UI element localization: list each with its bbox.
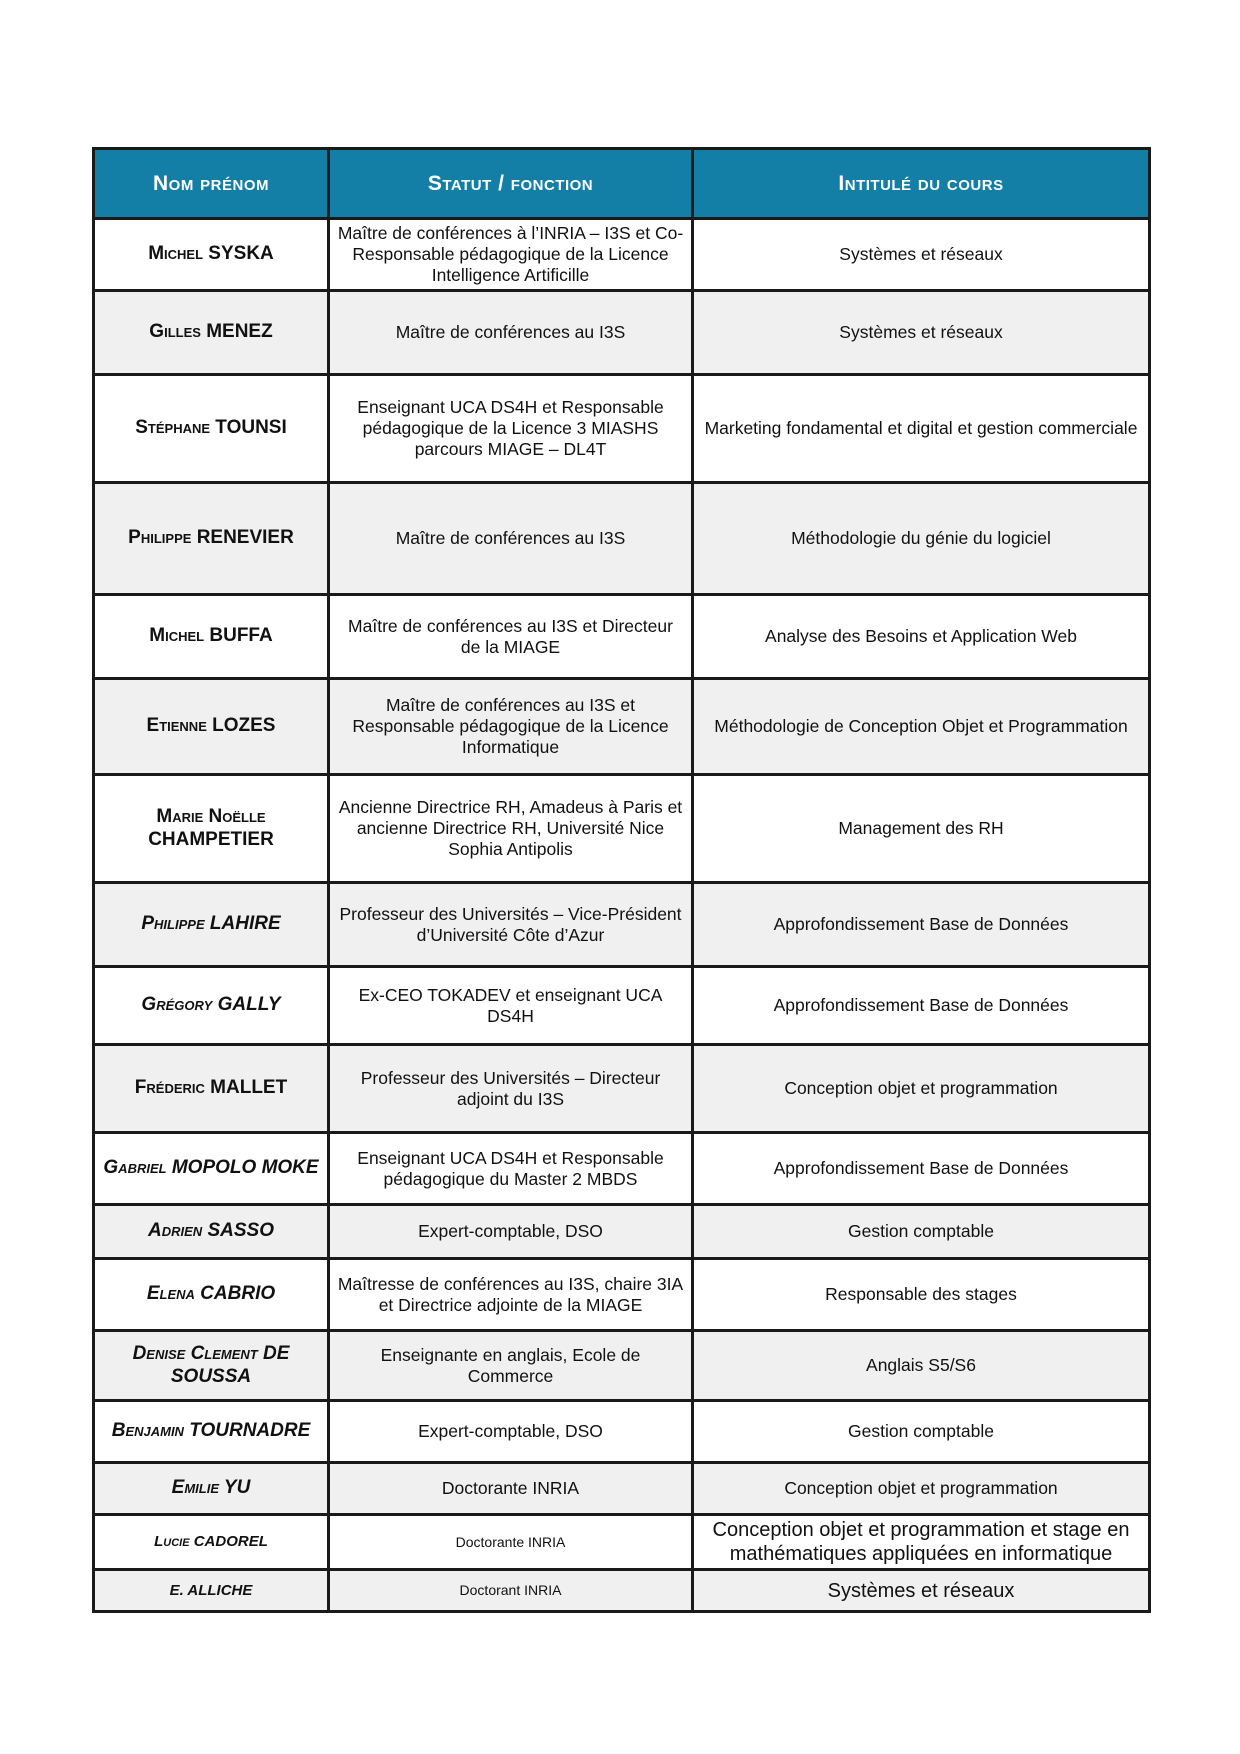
cell-status: Maître de conférences au I3S et Directeur de la MIAGE	[329, 595, 693, 679]
cell-name: Philippe RENEVIER	[94, 483, 329, 595]
cell-status: Doctorante INRIA	[329, 1463, 693, 1515]
cell-course: Approfondissement Base de Données	[693, 1133, 1150, 1205]
cell-course: Systèmes et réseaux	[693, 219, 1150, 291]
table-row	[94, 375, 1150, 483]
cell-course: Conception objet et programmation et stage en mathématiques appliquées en informatique	[693, 1515, 1150, 1570]
table-row	[94, 1401, 1150, 1463]
cell-name: Elena CABRIO	[94, 1259, 329, 1331]
table-row	[94, 1515, 1150, 1570]
table-row	[94, 1259, 1150, 1331]
table-row	[94, 883, 1150, 967]
cell-name: Gilles MENEZ	[94, 291, 329, 375]
cell-name: Fréderic MALLET	[94, 1045, 329, 1133]
cell-course: Systèmes et réseaux	[693, 291, 1150, 375]
cell-status: Professeur des Universités – Directeur adjoint du I3S	[329, 1045, 693, 1133]
cell-course: Responsable des stages	[693, 1259, 1150, 1331]
cell-status: Expert-comptable, DSO	[329, 1401, 693, 1463]
table-row	[94, 679, 1150, 775]
cell-course: Conception objet et programmation	[693, 1463, 1150, 1515]
cell-status: Professeur des Universités – Vice-Président d’Université Côte d’Azur	[329, 883, 693, 967]
table-row	[94, 1045, 1150, 1133]
cell-name: Emilie YU	[94, 1463, 329, 1515]
table-row	[94, 775, 1150, 883]
header-name: Nom prénom	[94, 149, 329, 219]
cell-name: Grégory GALLY	[94, 967, 329, 1045]
cell-status: Ancienne Directrice RH, Amadeus à Paris et ancienne Directrice RH, Université Nice Sophia Antipolis	[329, 775, 693, 883]
cell-name: Michel SYSKA	[94, 219, 329, 291]
table-row	[94, 967, 1150, 1045]
cell-status: Maître de conférences au I3S	[329, 291, 693, 375]
cell-status: Maître de conférences à l’INRIA – I3S et Co-Responsable pédagogique de la Licence Intelligence Artificille	[329, 219, 693, 291]
cell-course: Méthodologie du génie du logiciel	[693, 483, 1150, 595]
cell-course: Anglais S5/S6	[693, 1331, 1150, 1401]
cell-course: Gestion comptable	[693, 1401, 1150, 1463]
header-row	[94, 149, 1150, 219]
table-header	[94, 149, 1150, 219]
cell-status: Ex-CEO TOKADEV et enseignant UCA DS4H	[329, 967, 693, 1045]
table-row	[94, 1205, 1150, 1259]
table-row	[94, 1570, 1150, 1612]
table-row	[94, 483, 1150, 595]
table-row	[94, 1331, 1150, 1401]
cell-name: Lucie CADOREL	[94, 1515, 329, 1570]
cell-status: Doctorant INRIA	[329, 1570, 693, 1612]
cell-status: Maître de conférences au I3S	[329, 483, 693, 595]
cell-course: Conception objet et programmation	[693, 1045, 1150, 1133]
table-row	[94, 1463, 1150, 1515]
cell-status: Enseignant UCA DS4H et Responsable pédagogique de la Licence 3 MIASHS parcours MIAGE – DL4T	[329, 375, 693, 483]
table-row	[94, 291, 1150, 375]
cell-course: Approfondissement Base de Données	[693, 883, 1150, 967]
cell-status: Expert-comptable, DSO	[329, 1205, 693, 1259]
header-course: Intitulé du cours	[693, 149, 1150, 219]
cell-name: Stéphane TOUNSI	[94, 375, 329, 483]
cell-course: Analyse des Besoins et Application Web	[693, 595, 1150, 679]
cell-course: Management des RH	[693, 775, 1150, 883]
cell-name: E. ALLICHE	[94, 1570, 329, 1612]
table-row	[94, 219, 1150, 291]
cell-status: Maîtresse de conférences au I3S, chaire 3IA et Directrice adjointe de la MIAGE	[329, 1259, 693, 1331]
staff-table	[92, 147, 1151, 1613]
cell-name: Michel BUFFA	[94, 595, 329, 679]
cell-course: Approfondissement Base de Données	[693, 967, 1150, 1045]
table-row	[94, 1133, 1150, 1205]
cell-status: Doctorante INRIA	[329, 1515, 693, 1570]
cell-name: Denise Clement DE SOUSSA	[94, 1331, 329, 1401]
cell-course: Gestion comptable	[693, 1205, 1150, 1259]
cell-name: Philippe LAHIRE	[94, 883, 329, 967]
cell-name: Gabriel MOPOLO MOKE	[94, 1133, 329, 1205]
cell-name: Adrien SASSO	[94, 1205, 329, 1259]
table-row	[94, 595, 1150, 679]
cell-status: Maître de conférences au I3S et Responsable pédagogique de la Licence Informatique	[329, 679, 693, 775]
cell-name: Benjamin TOURNADRE	[94, 1401, 329, 1463]
cell-name: Etienne LOZES	[94, 679, 329, 775]
header-status: Statut / fonction	[329, 149, 693, 219]
cell-course: Systèmes et réseaux	[693, 1570, 1150, 1612]
cell-status: Enseignant UCA DS4H et Responsable pédagogique du Master 2 MBDS	[329, 1133, 693, 1205]
cell-course: Méthodologie de Conception Objet et Programmation	[693, 679, 1150, 775]
cell-course: Marketing fondamental et digital et gestion commerciale	[693, 375, 1150, 483]
cell-name: Marie Noëlle CHAMPETIER	[94, 775, 329, 883]
cell-status: Enseignante en anglais, Ecole de Commerce	[329, 1331, 693, 1401]
table-body	[94, 219, 1150, 1612]
